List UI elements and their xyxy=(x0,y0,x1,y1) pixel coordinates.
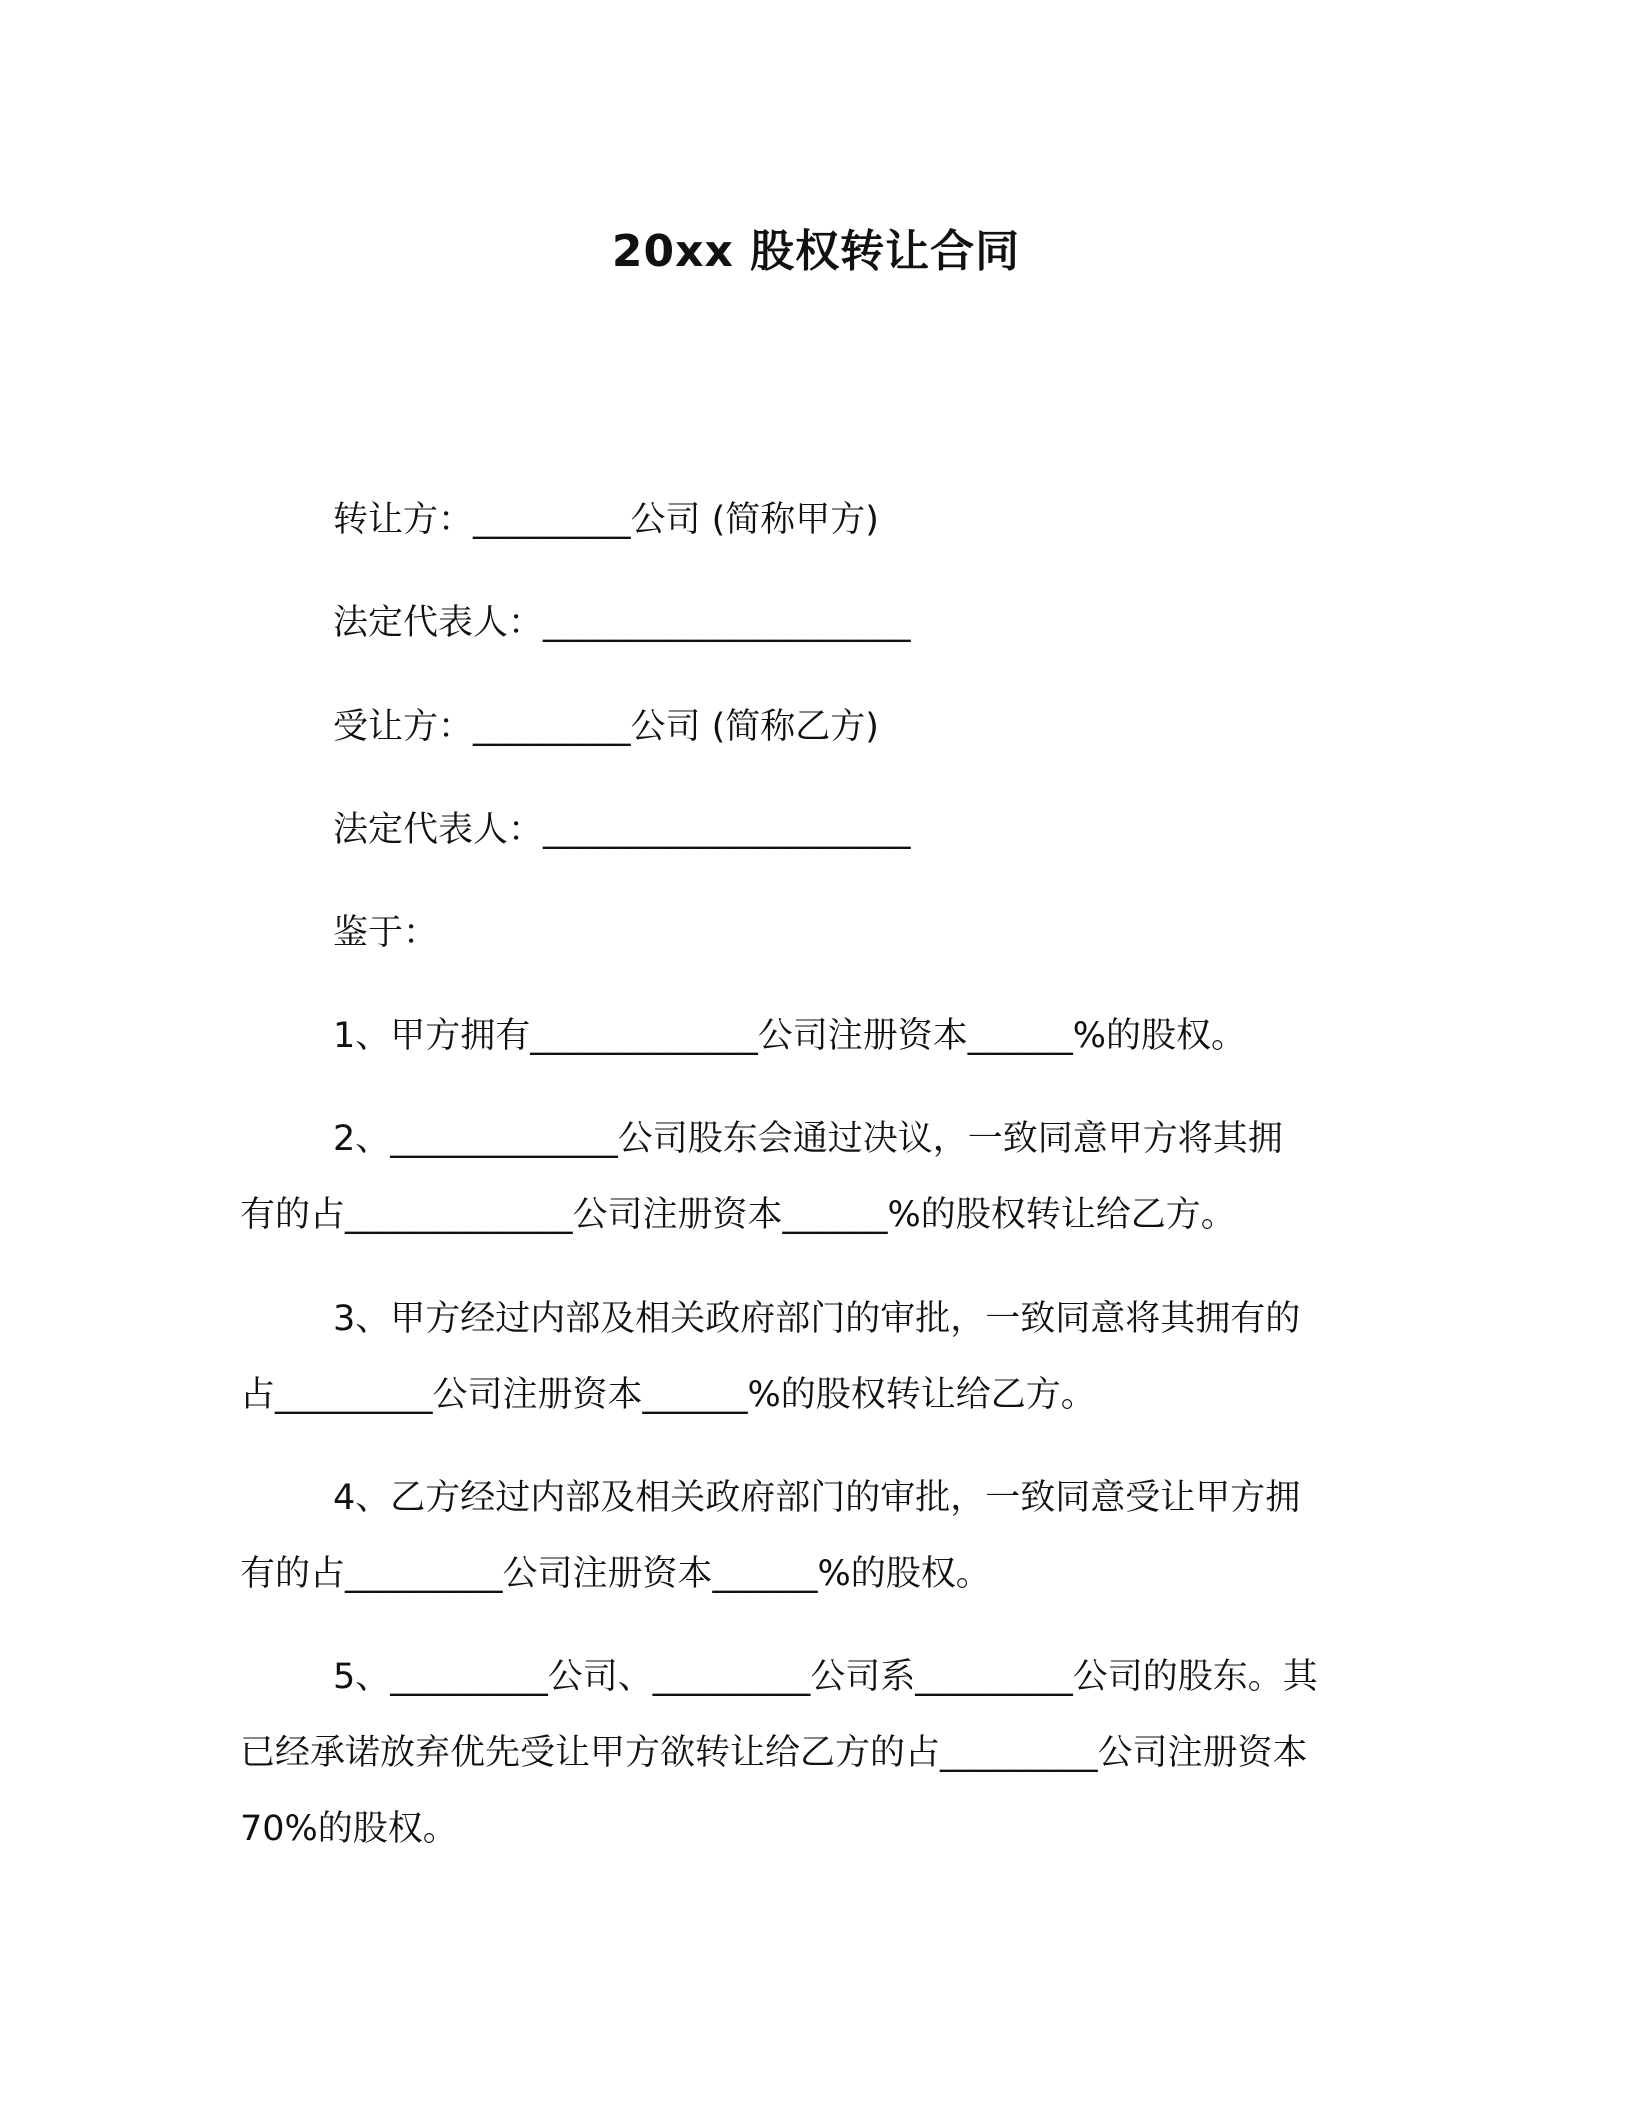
clause-2-line-1: 2、_____________公司股东会通过决议，一致同意甲方将其拥 xyxy=(333,1119,1283,1159)
party-transferee: 受让方：_________公司 (简称乙方) xyxy=(333,707,879,747)
party-transferor-representative: 法定代表人：_____________________ xyxy=(333,603,911,643)
clause-3-line-1: 3、甲方经过内部及相关政府部门的审批，一致同意将其拥有的 xyxy=(333,1299,1301,1339)
clause-2-line-2: 有的占_____________公司注册资本______%的股权转让给乙方。 xyxy=(240,1195,1236,1235)
document-title: 20xx 股权转让合同 xyxy=(611,226,1021,277)
whereas-heading: 鉴于： xyxy=(333,913,439,953)
clause-1-line-1: 1、甲方拥有_____________公司注册资本______%的股权。 xyxy=(333,1016,1247,1056)
clause-5-line-3: 70%的股权。 xyxy=(240,1809,458,1849)
clause-4-line-2: 有的占_________公司注册资本______%的股权。 xyxy=(240,1554,991,1594)
clause-5-line-2: 已经承诺放弃优先受让甲方欲转让给乙方的占_________公司注册资本 xyxy=(240,1733,1308,1773)
clause-3-line-2: 占_________公司注册资本______%的股权转让给乙方。 xyxy=(240,1375,1096,1415)
clause-4-line-1: 4、乙方经过内部及相关政府部门的审批，一致同意受让甲方拥 xyxy=(333,1478,1301,1518)
clause-5-line-1: 5、_________公司、_________公司系_________公司的股东。其 xyxy=(333,1657,1318,1697)
party-transferee-representative: 法定代表人：_____________________ xyxy=(333,810,911,850)
party-transferor: 转让方：_________公司 (简称甲方) xyxy=(333,500,879,540)
